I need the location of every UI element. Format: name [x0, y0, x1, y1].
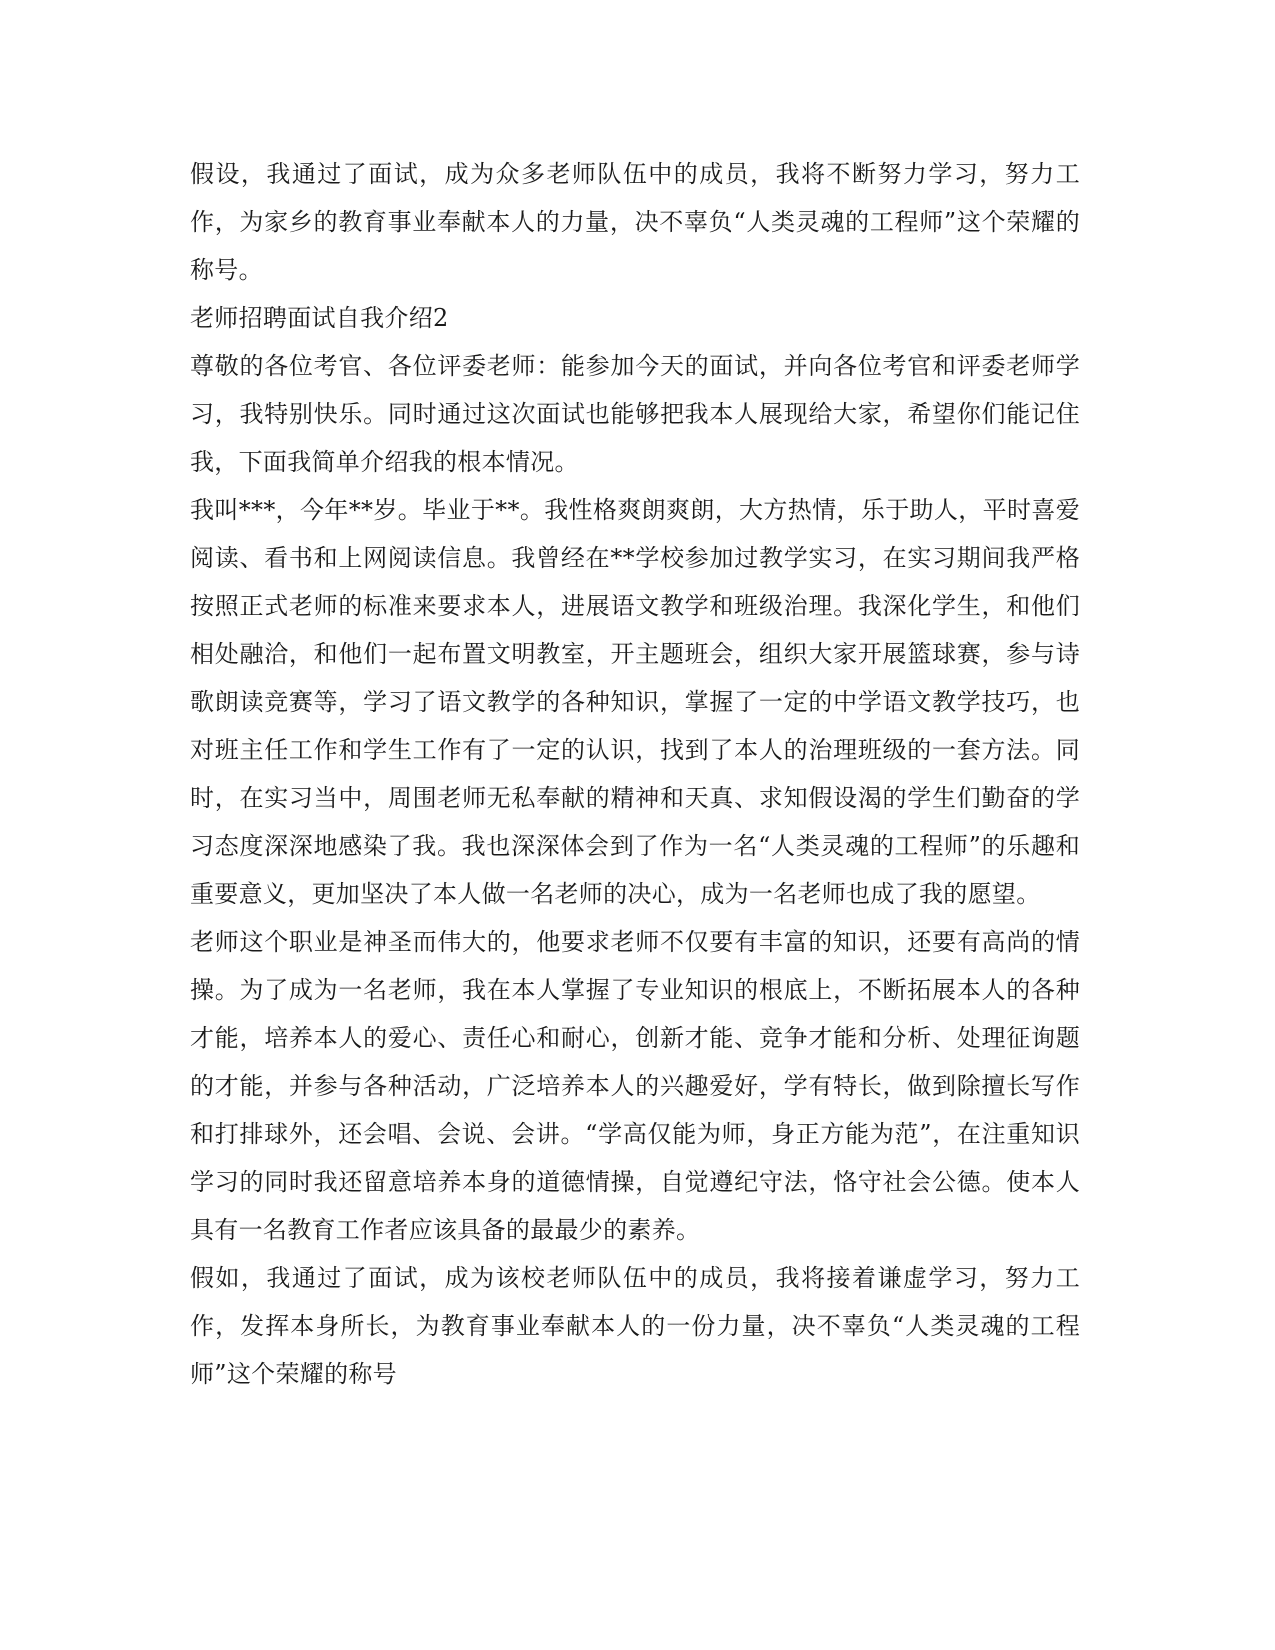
paragraph-teaching-philosophy: 老师这个职业是神圣而伟大的，他要求老师不仅要有丰富的知识，还要有高尚的情操。为了成为一名老师，我在本人掌握了专业知识的根底上，不断拓展本人的各种才能，培养本人的爱心、责任心和耐心，创新才能、竞争才能和分析、处理征询题的才能，并参与各种活动，广泛培养本人的兴趣爱好，学有特长，做到除擅长写作和打排球外，还会唱、会说、会讲。“学高仅能为师，身正方能为范”，在注重知识学习的同时我还留意培养本身的道德情操，自觉遵纪守法，恪守社会公德。使本人具有一名教育工作者应该具备的最最少的素养。 — [190, 928, 1080, 1244]
paragraph-background: 我叫***，今年**岁。毕业于**。我性格爽朗爽朗，大方热情，乐于助人，平时喜爱阅读、看书和上网阅读信息。我曾经在**学校参加过教学实习，在实习期间我严格按照正式老师的标准来要求本人，进展语文教学和班级治理。我深化学生，和他们相处融洽，和他们一起布置文明教室，开主题班会，组织大家开展篮球赛，参与诗歌朗读竞赛等，学习了语文教学的各种知识，掌握了一定的中学语文教学技巧，也对班主任工作和学生工作有了一定的认识，找到了本人的治理班级的一套方法。同时，在实习当中，周围老师无私奉献的精神和天真、求知假设渴的学生们勤奋的学习态度深深地感染了我。我也深深体会到了作为一名“人类灵魂的工程师”的乐趣和重要意义，更加坚决了本人做一名老师的决心，成为一名老师也成了我的愿望。 — [190, 496, 1080, 908]
paragraph-closing-pledge-1: 假设，我通过了面试，成为众多老师队伍中的成员，我将不断努力学习，努力工作，为家乡的教育事业奉献本人的力量，决不辜负“人类灵魂的工程师”这个荣耀的称号。 — [190, 160, 1080, 284]
paragraph-closing-pledge-2: 假如，我通过了面试，成为该校老师队伍中的成员，我将接着谦虚学习，努力工作，发挥本身所长，为教育事业奉献本人的一份力量，决不辜负“人类灵魂的工程师”这个荣耀的称号 — [190, 1264, 1080, 1388]
section-heading: 老师招聘面试自我介绍2 — [190, 304, 449, 332]
document-body — [190, 150, 1080, 1398]
paragraph-greeting: 尊敬的各位考官、各位评委老师：能参加今天的面试，并向各位考官和评委老师学习，我特别快乐。同时通过这次面试也能够把我本人展现给大家，希望你们能记住我，下面我简单介绍我的根本情况。 — [190, 352, 1080, 476]
